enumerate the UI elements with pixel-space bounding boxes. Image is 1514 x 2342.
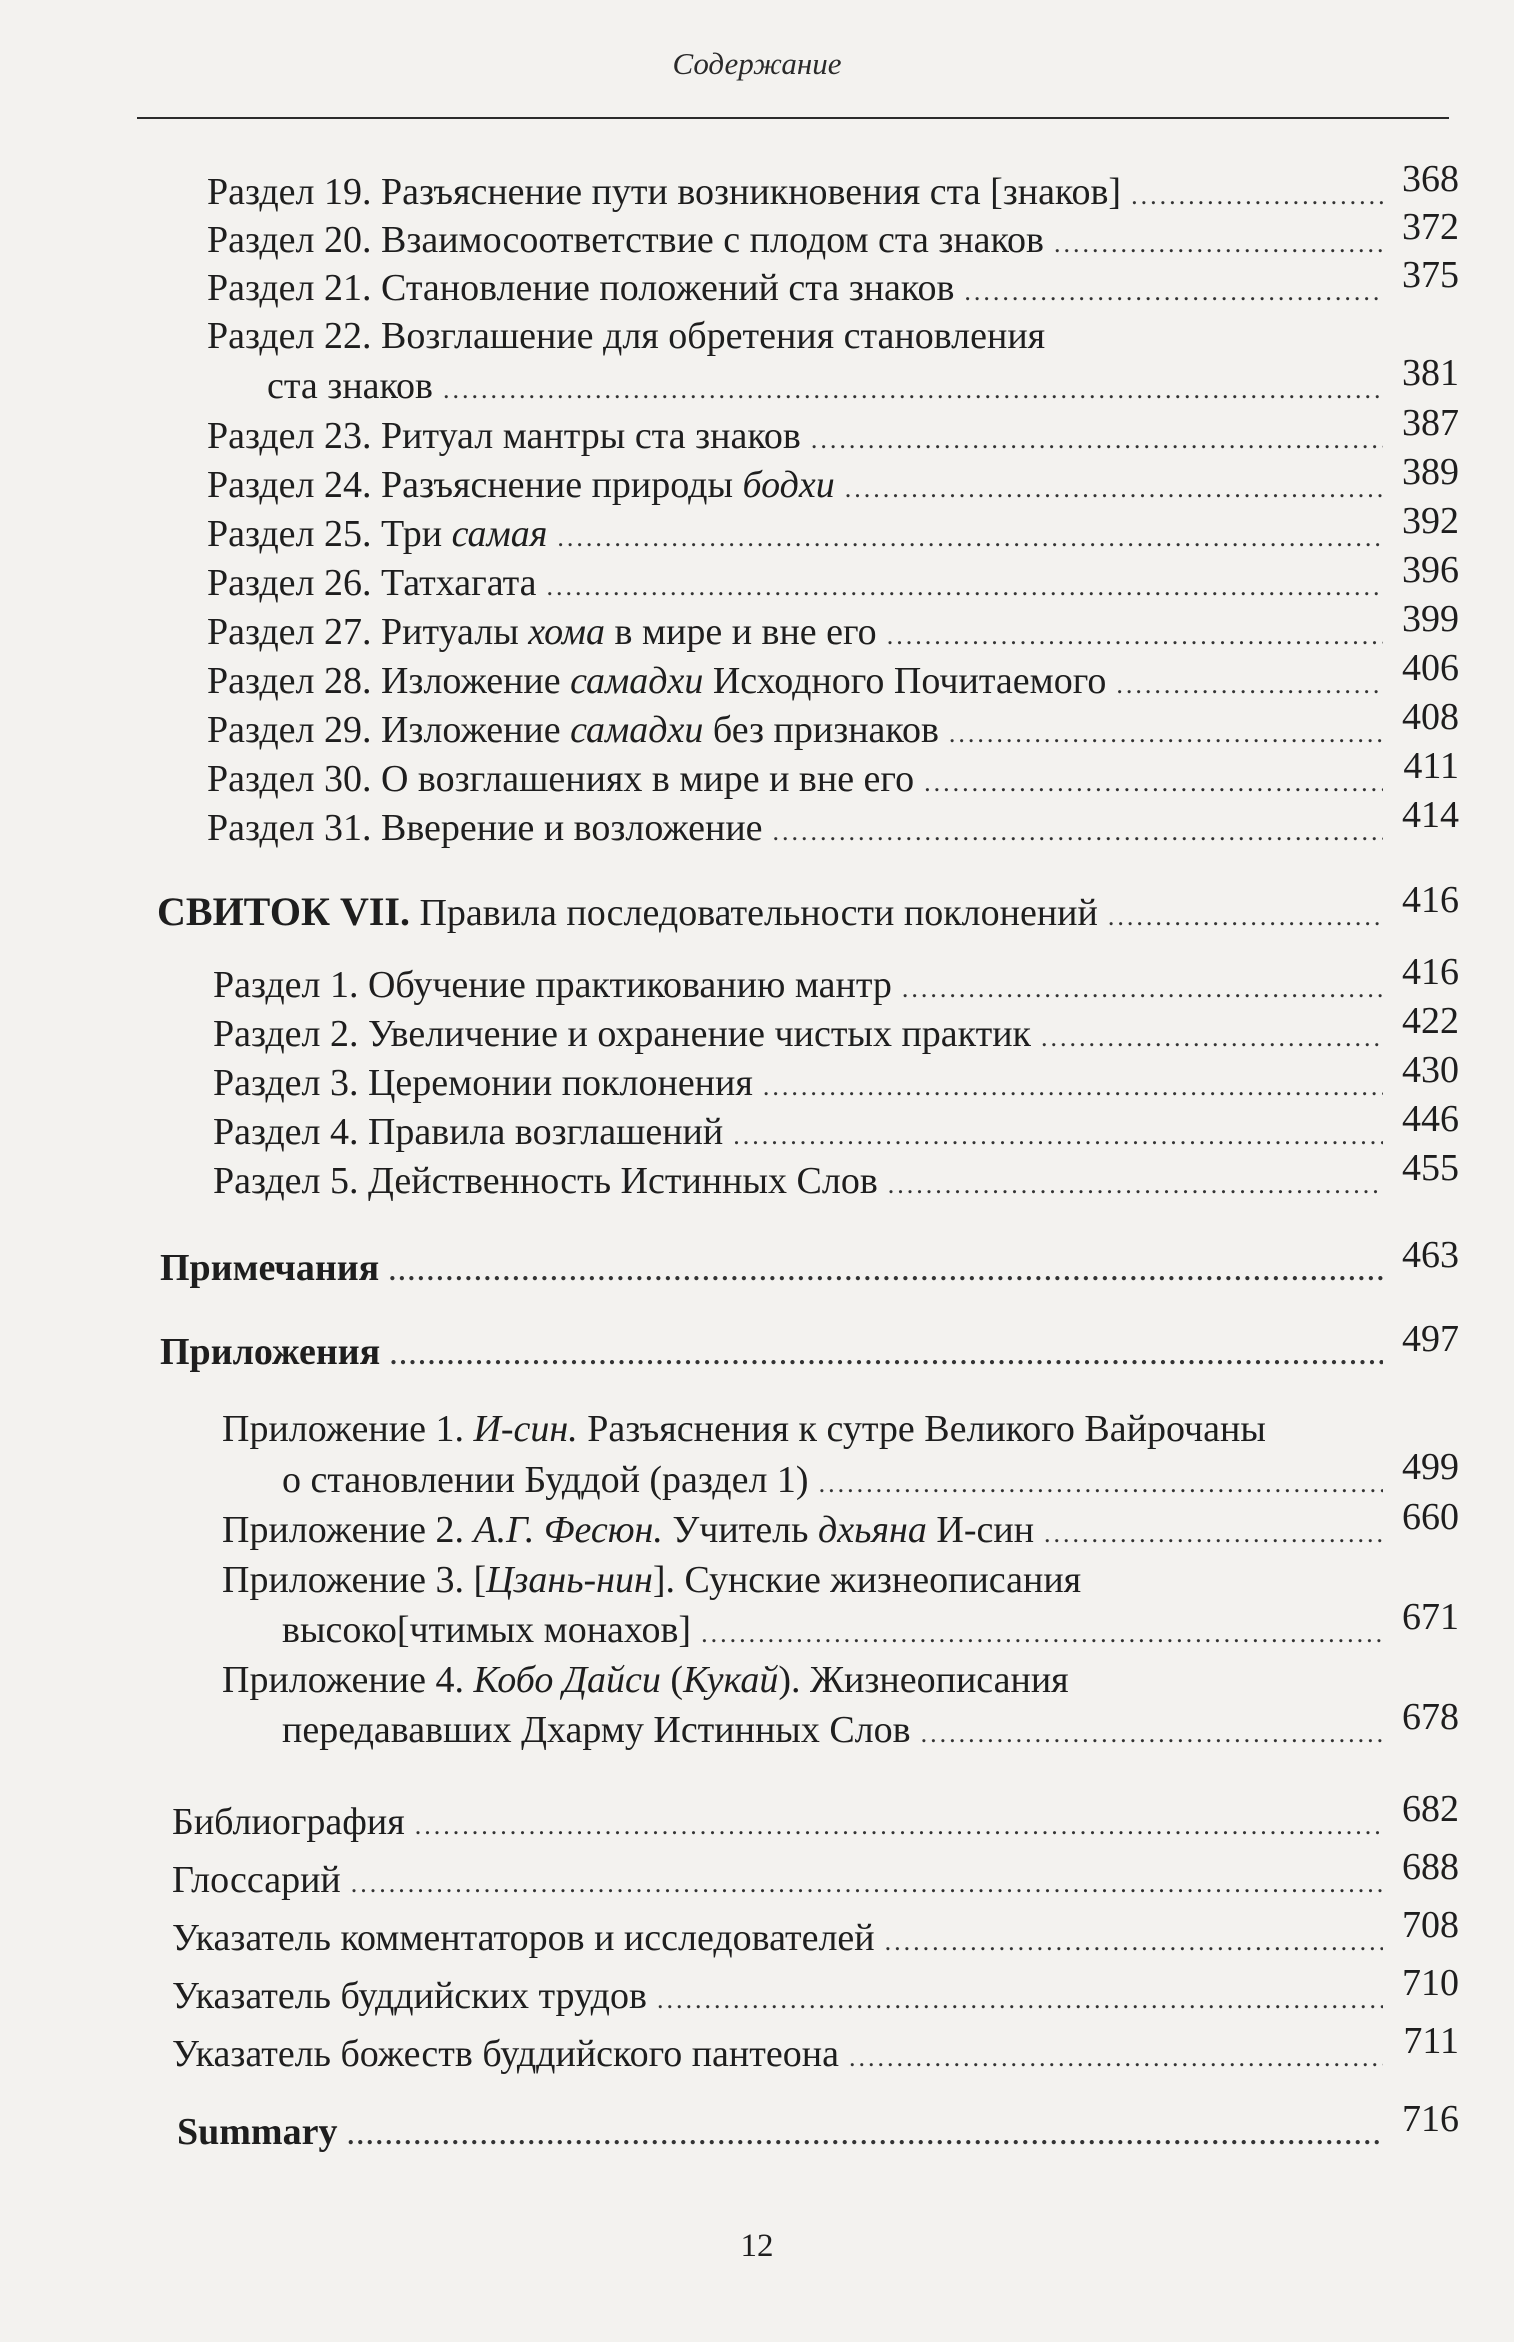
toc-entry-section-20[interactable] — [207, 206, 1459, 266]
toc-page-number: 422 — [1402, 1000, 1459, 1042]
label-italic-author: Кобо Дайси — [473, 1659, 661, 1701]
toc-entry-label: Раздел 30. О возглашениях в мире и вне его — [207, 758, 915, 800]
toc-entry-notes[interactable] — [160, 1234, 1459, 1294]
toc-entry-label: Раздел 21. Становление положений ста знаков — [207, 267, 955, 309]
toc-page-number: 688 — [1402, 1846, 1459, 1888]
toc-entry-section-31[interactable] — [207, 794, 1459, 854]
dot-leader — [845, 467, 1383, 511]
toc-page-number: 671 — [1402, 1596, 1459, 1638]
label-text: Приложение 4. — [222, 1659, 474, 1701]
toc-entry-commentators-index[interactable] — [172, 1904, 1459, 1964]
toc-entry-label: Раздел 31. Вверение и возложение — [207, 807, 763, 849]
toc-entry-appendix-1[interactable] — [282, 1446, 1459, 1506]
dot-leader — [849, 2036, 1383, 2080]
toc-page-number: 416 — [1402, 879, 1459, 921]
toc-entry-section-29[interactable] — [207, 696, 1459, 756]
toc-entry-appendices[interactable] — [160, 1318, 1459, 1378]
toc-entry-section-22-line1: Раздел 22. Возглашение для обретения становления — [207, 315, 1046, 357]
toc-page-number: 463 — [1402, 1234, 1459, 1276]
label-text: ( — [660, 1659, 684, 1701]
dot-leader — [763, 1065, 1383, 1109]
label-text: Правила последовательности поклонений — [409, 892, 1098, 934]
dot-leader — [773, 810, 1383, 854]
page-number: 12 — [740, 2228, 774, 2264]
toc-entry-label: Глоссарий — [172, 1859, 341, 1901]
label-text: Раздел 24. Разъяснение природы — [207, 464, 743, 506]
toc-entry-label: Раздел 23. Ритуал мантры ста знаков — [207, 415, 801, 457]
toc-page-number: 430 — [1402, 1049, 1459, 1091]
toc-entry-section-3[interactable] — [213, 1049, 1459, 1109]
toc-page-number: 411 — [1403, 745, 1459, 787]
toc-page-number: 414 — [1402, 794, 1459, 836]
dot-leader — [347, 2114, 1383, 2158]
toc-entry-appendix-4-line1 — [222, 1658, 1069, 1702]
toc-entry-label: Раздел 19. Разъяснение пути возникновения ста [знаков] — [207, 171, 1122, 213]
toc-page-number: 416 — [1402, 951, 1459, 993]
dot-leader — [885, 1920, 1383, 1964]
toc-entry-section-30[interactable] — [207, 745, 1459, 805]
dot-leader — [1054, 222, 1383, 266]
toc-entry-label — [207, 708, 939, 752]
toc-page-number: 406 — [1402, 647, 1459, 689]
toc-entry-label: Приложения — [160, 1331, 381, 1373]
toc-page-number: 499 — [1402, 1446, 1459, 1488]
label-text: Приложение 2. — [222, 1509, 474, 1551]
dot-leader — [1131, 174, 1383, 218]
toc-entry-label — [207, 659, 1106, 703]
toc-entry-label — [207, 463, 835, 507]
toc-entry-section-4[interactable] — [213, 1098, 1459, 1158]
dot-leader — [701, 1612, 1383, 1656]
dot-leader — [547, 565, 1383, 609]
toc-page-number: 682 — [1402, 1788, 1459, 1830]
label-text: в мире и вне его — [605, 611, 877, 653]
dot-leader — [657, 1978, 1383, 2022]
toc-entry-label: ста знаков — [267, 365, 433, 407]
dot-leader — [902, 967, 1383, 1011]
toc-entry-section-2[interactable] — [213, 1000, 1459, 1060]
toc-page-number: 716 — [1402, 2098, 1459, 2140]
dot-leader — [733, 1114, 1383, 1158]
toc-entry-summary[interactable] — [177, 2098, 1459, 2158]
label-italic-term: хома — [528, 611, 605, 653]
toc-page-number: 711 — [1403, 2020, 1459, 2062]
label-text: Учитель — [662, 1509, 818, 1551]
label-text: Раздел 28. Изложение — [207, 660, 571, 702]
dot-leader — [964, 270, 1383, 314]
toc-entry-section-26[interactable] — [207, 549, 1459, 609]
toc-entry-label: Указатель комментаторов и исследователей — [172, 1917, 875, 1959]
dot-leader — [887, 614, 1383, 658]
label-italic-author: И-син. — [473, 1408, 578, 1450]
toc-page-number: 497 — [1402, 1318, 1459, 1360]
toc-entry-label — [222, 1508, 1034, 1552]
toc-entry-label — [207, 512, 547, 556]
toc-entry-label: Раздел 26. Татхагата — [207, 562, 537, 604]
label-text: Исходного Почитаемого — [703, 660, 1107, 702]
toc-page-number: 387 — [1402, 402, 1459, 444]
dot-leader — [443, 368, 1383, 412]
label-italic-term: бодхи — [742, 464, 835, 506]
toc-entry-scroll-7[interactable] — [157, 879, 1459, 939]
dot-leader — [351, 1862, 1383, 1906]
toc-entry-label — [207, 610, 877, 654]
dot-leader — [921, 1712, 1383, 1756]
toc-entry-label: Примечания — [160, 1247, 380, 1289]
toc-page-number: 372 — [1402, 206, 1459, 248]
toc-entry-label: о становлении Буддой (раздел 1) — [282, 1459, 809, 1501]
dot-leader — [1044, 1512, 1383, 1556]
label-italic-term: дхьяна — [817, 1509, 927, 1551]
dot-leader — [924, 761, 1383, 805]
toc-entry-label: Раздел 4. Правила возглашений — [213, 1111, 724, 1153]
scroll-title: СВИТОК VII. — [157, 889, 410, 934]
toc-entry-label — [157, 890, 1098, 935]
toc-entry-label: Раздел 20. Взаимосоответствие с плодом ста знаков — [207, 219, 1045, 261]
toc-entry-label: Раздел 1. Обучение практикованию мантр — [213, 964, 892, 1006]
toc-page-number: 375 — [1402, 254, 1459, 296]
toc-entry-appendix-3-line1 — [222, 1558, 1081, 1602]
toc-entry-appendix-2[interactable] — [222, 1496, 1459, 1556]
toc-entry-works-index[interactable] — [172, 1962, 1459, 2022]
toc-page-number: 392 — [1402, 500, 1459, 542]
toc-entry-section-1[interactable] — [213, 951, 1459, 1011]
toc-entry-section-22[interactable] — [267, 352, 1459, 412]
label-text: Раздел 27. Ритуалы — [207, 611, 529, 653]
toc-entry-label: Библиография — [172, 1801, 405, 1843]
toc-page-number: 446 — [1402, 1098, 1459, 1140]
toc-entry-appendix-1-line1 — [222, 1407, 1266, 1451]
dot-leader — [949, 712, 1383, 756]
toc-entry-label: передававших Дхарму Истинных Слов — [282, 1709, 911, 1751]
toc-entry-label: Раздел 3. Церемонии поклонения — [213, 1062, 753, 1104]
toc-entry-label: Раздел 5. Действенность Истинных Слов — [213, 1160, 878, 1202]
toc-entry-label: высоко[чтимых монахов] — [282, 1609, 692, 1651]
label-text: Приложение 3. [ — [222, 1559, 487, 1601]
toc-page-number: 381 — [1402, 352, 1459, 394]
toc-entry-label: Summary — [177, 2111, 338, 2153]
dot-leader — [1108, 895, 1383, 939]
toc-entry-label: Указатель божеств буддийского пантеона — [172, 2033, 839, 2075]
toc-entry-bibliography[interactable] — [172, 1788, 1459, 1848]
toc-entry-deities-index[interactable] — [172, 2020, 1459, 2080]
toc-entry-glossary[interactable] — [172, 1846, 1459, 1906]
label-italic-author: А.Г. Фесюн. — [473, 1509, 663, 1551]
toc-entry-section-25[interactable] — [207, 500, 1459, 560]
toc-entry-section-19[interactable] — [207, 158, 1459, 218]
toc-page-number: 710 — [1402, 1962, 1459, 2004]
toc-entry-label: Указатель буддийских трудов — [172, 1975, 647, 2017]
label-text: И-син — [926, 1509, 1035, 1551]
label-italic-author: Кукай — [683, 1659, 779, 1701]
toc-page-number: 408 — [1402, 696, 1459, 738]
toc-entry-section-21[interactable] — [207, 254, 1459, 314]
toc-page-number: 396 — [1402, 549, 1459, 591]
label-italic-term: самадхи — [570, 660, 704, 702]
toc-entry-appendix-3[interactable] — [282, 1596, 1459, 1656]
dot-leader — [557, 516, 1383, 560]
dot-leader — [811, 418, 1383, 462]
toc-entry-section-23[interactable] — [207, 402, 1459, 462]
toc-entry-section-27[interactable] — [207, 598, 1459, 658]
toc-page-number: 455 — [1402, 1147, 1459, 1189]
label-text: ]. Сунские жизнеописания — [652, 1559, 1082, 1601]
toc-entry-section-5[interactable] — [213, 1147, 1459, 1207]
toc-entry-section-28[interactable] — [207, 647, 1459, 707]
toc-entry-label: Раздел 2. Увеличение и охранение чистых практик — [213, 1013, 1032, 1055]
label-text: Приложение 1. — [222, 1408, 474, 1450]
dot-leader — [888, 1163, 1383, 1207]
toc-entry-section-24[interactable] — [207, 451, 1459, 511]
toc-page-number: 708 — [1402, 1904, 1459, 1946]
label-italic-term: самая — [451, 513, 548, 555]
label-text: ). Жизнеописания — [778, 1659, 1069, 1701]
toc-page-number: 399 — [1402, 598, 1459, 640]
dot-leader — [389, 1250, 1383, 1294]
toc-page-number: 660 — [1402, 1496, 1459, 1538]
label-italic-term: самадхи — [570, 709, 704, 751]
toc-entry-appendix-4[interactable] — [282, 1696, 1459, 1756]
label-text: без признаков — [703, 709, 939, 751]
label-text: Раздел 29. Изложение — [207, 709, 571, 751]
label-text: Раздел 25. Три — [207, 513, 452, 555]
toc-page-number: 389 — [1402, 451, 1459, 493]
toc-page-number: 368 — [1402, 158, 1459, 200]
dot-leader — [390, 1334, 1383, 1378]
dot-leader — [1116, 663, 1383, 707]
dot-leader — [415, 1804, 1383, 1848]
label-text: Разъяснения к сутре Великого Вайрочаны — [577, 1408, 1266, 1450]
dot-leader — [1041, 1016, 1383, 1060]
dot-leader — [819, 1462, 1383, 1506]
running-header: Содержание — [672, 46, 842, 81]
label-italic-author: Цзань-нин — [486, 1559, 653, 1601]
toc-page-number: 678 — [1402, 1696, 1459, 1738]
